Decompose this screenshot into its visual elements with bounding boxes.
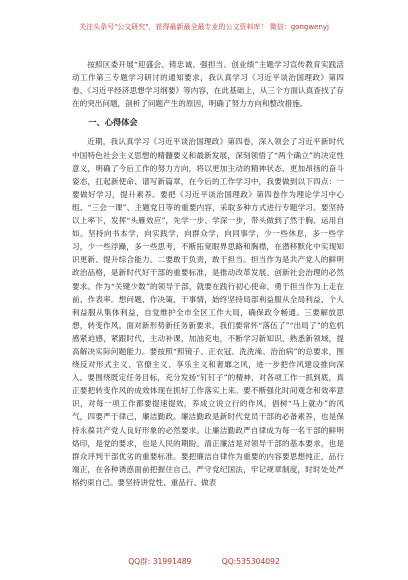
footer-qq-group: QQ群: 31991489 — [128, 557, 192, 566]
document-body — [72, 58, 344, 489]
header-banner: 关注头条号"公文研究"，获得最新最全最专业的公文资料库！ 微信：gongwenyj — [79, 23, 329, 31]
body-paragraph: 近期，我认真学习《习近平谈治国理政》第四卷，深入领会了习近平新时代中国特色社会主义思想的精髓要义和最新发展，深刻领悟了“两个确立”的决定性意义，明确了今后工作的努力方向，将以更加主动的精神状态、更加昂扬的奋斗姿态，扛起新使命、谱写新篇章，在今后的工作学习中，我要做到以下四点：一要做好学习，提升素养。要把《习近平谈治国理政》第四卷作为理论学习中心组、“三会一课”、主题党日等的重要内容，采取多种方式进行专题学习。要坚持以上率下，发挥“头雁效应”，先学一步、学深一步，带头做到了然于胸、运用自如。坚持向书本学，向实践学，向群众学，向同事学，少一些休息，多一些学习，少一些浮躁，多一些思考，不断拓宽眼界思路和胸襟，在潜移默化中实现知识更新、提升综合能力。二要敢于负责，敢于担当。担当作为是共产党人的鲜明政治品格，是新时代好干部的重要标准，是推动改革发展、创新社会治理的必然要求。作为“关键少数”的领导干部，就要在践行初心使命、勇于担当作为上走在前、作表率。想问题、作决策、干事情，始终坚持局部利益服从全局利益、个人利益服从集体利益，自觉维护全市全区工作大局，确保政令畅通。三要解放思想，转变作风。面对新形势新任务新要求，我们要常怀“落伍了”“出局了”的危机感紧迫感，紧跟时代，主动补课，加油充电，不断学习新知识、熟悉新领域，提高解决实际问题能力。要按照“照镜子、正衣冠、洗洗澡、治治病”的总要求，围绕反对形式主义、官僚主义、享乐主义和奢靡之风，进一步把作风建设推向深入。要围绕既定任务目标，充分发扬“钉钉子”的精神，对各项工作一抓到底，真正要把转变作风的成效体现在抓好工作落实上来。要不断强化时间观念和效率意识，对每一项工作都要提速提效，养成立说立行的作风，倡树“马上就办”的风气，四要严于律己，廉洁勤政。廉洁勤政是新时代党员干部的必备素养，也是保持永葆共产党人良好形象的必然要求。让廉洁勤政严自律成为每一名干部的鲜明烙印，是党的要求，也是人民的期盼。清正廉洁是对领导干部的基本要求，也是群众评判干部优劣的重要标准。要把廉洁自律作为重要的内容要思想纯正，品行端正，在各种诱惑面前把握住自己，严守党纪国法，牢记规章制度，时时处处严格约束自己。要坚持讲党性、重品行、做表 — [72, 137, 344, 487]
footer-qq: QQ:535304092 — [221, 557, 280, 566]
intro-paragraph: 按照区委开展“迎盛会、铸忠诚、强担当、创业绩”主题学习宣传教育实践活动工作第三专题学习研讨的通知要求，我认真学习《习近平谈治国理政》第四卷、《习近平经济思想学习纲要》等内容，在此基础上，从三个方面认真查找了存在的突出问题，剖析了问题产生的原因，明确了努力方向和整改措施。 — [72, 60, 344, 109]
footer — [0, 556, 408, 567]
section-title: 一、心得体会 — [88, 117, 138, 128]
